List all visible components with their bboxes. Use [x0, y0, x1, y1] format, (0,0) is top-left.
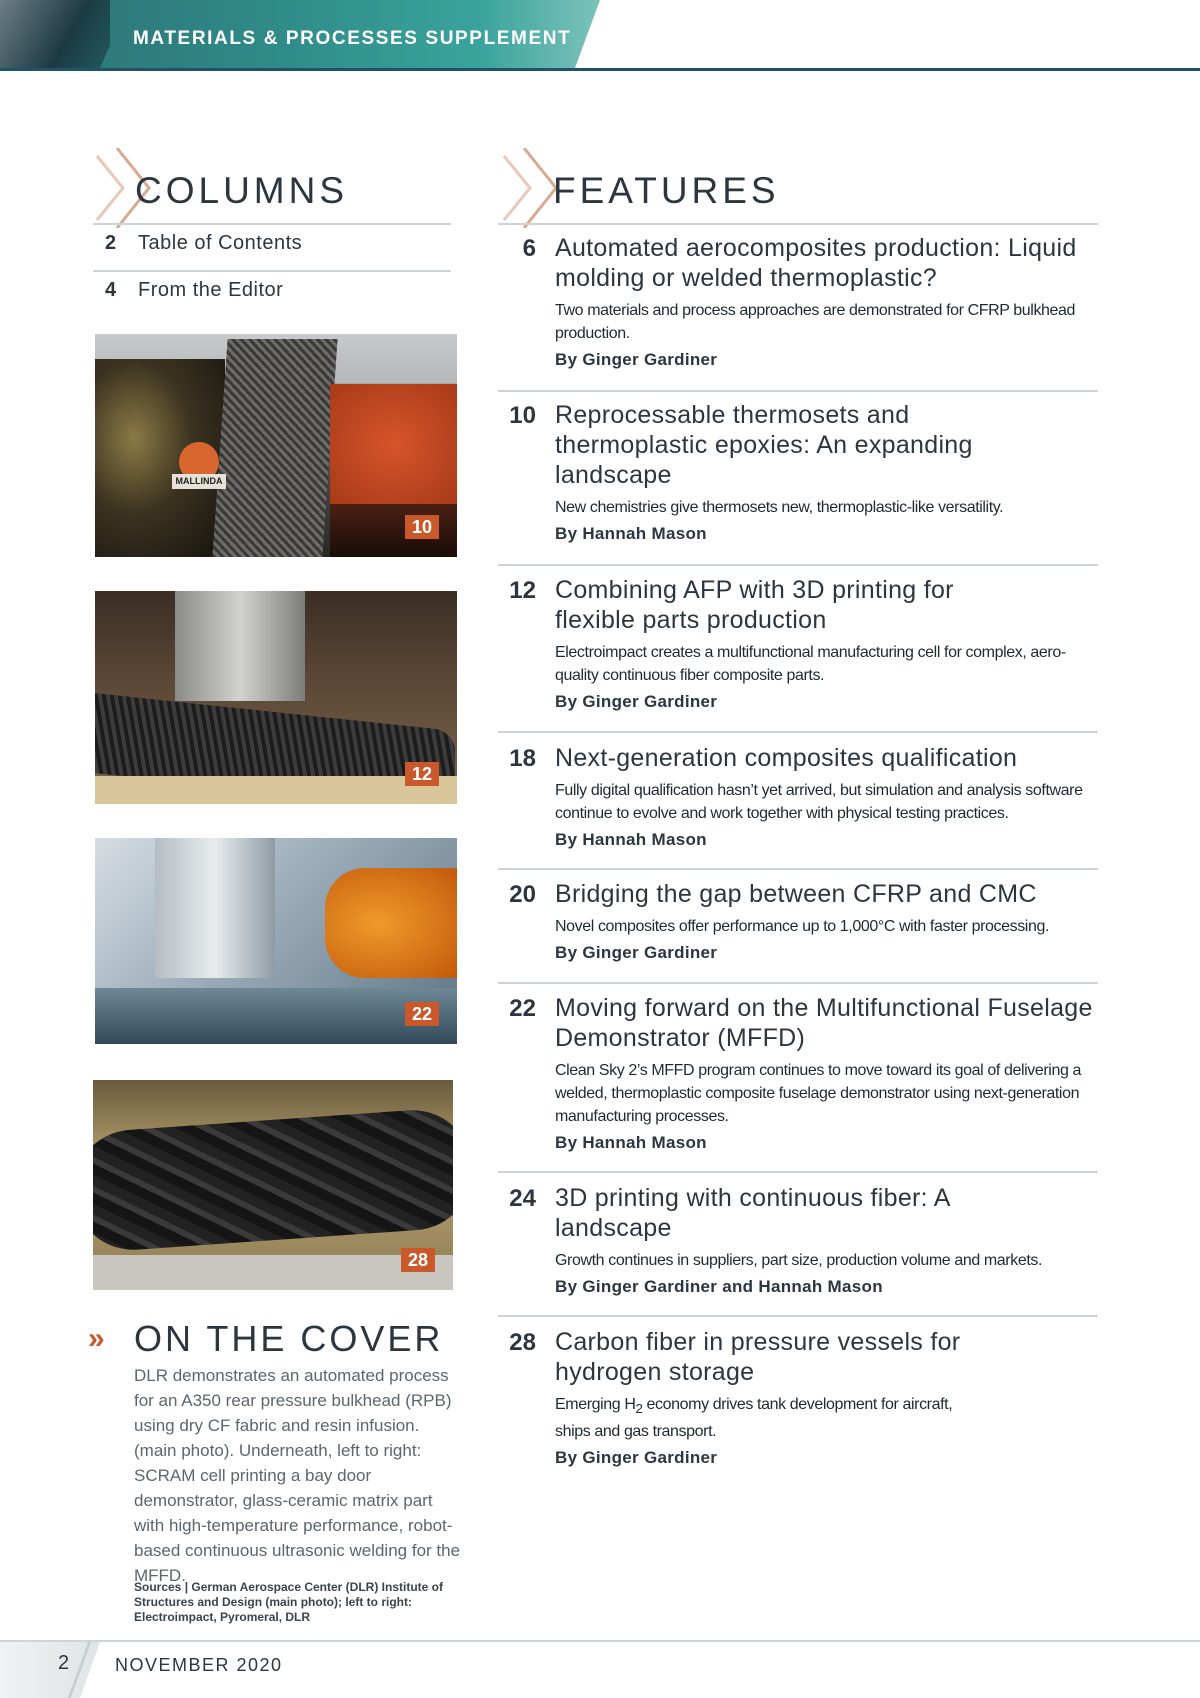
feature-page-number: 20 [509, 881, 536, 908]
divider [498, 868, 1098, 870]
feature-description: Novel composites offer performance up to 1,000°C with faster processing. [555, 918, 1050, 935]
orange-robot-arm [325, 868, 457, 978]
feature-page-number: 10 [509, 402, 536, 429]
photo-welding-robot [95, 838, 457, 1044]
divider [498, 223, 1098, 225]
column-item-from-the-editor[interactable] [105, 279, 283, 302]
column-item-number: 2 [105, 232, 117, 254]
page-badge: 10 [405, 515, 439, 539]
issue-date: NOVEMBER 2020 [115, 1655, 283, 1675]
columns-title: COLUMNS [135, 170, 349, 211]
double-chevron-icon: » [88, 1322, 105, 1355]
photo-composite-samples [95, 334, 457, 557]
sample-orange-panel [330, 384, 457, 504]
page-number: 2 [58, 1652, 70, 1674]
banner-dark-corner [0, 0, 110, 68]
desc-text: Emerging H [555, 1396, 636, 1413]
column-item-label: Table of Contents [138, 232, 303, 254]
afp-head [175, 591, 305, 701]
divider [498, 390, 1098, 392]
feature-description: Electroimpact creates a multifunctional manufacturing cell for complex, aero-quality continuous fiber composite parts. [555, 644, 1066, 684]
supplement-title: MATERIALS & PROCESSES SUPPLEMENT [133, 28, 572, 49]
page-badge: 12 [405, 762, 439, 786]
divider [93, 270, 451, 272]
features-title: FEATURES [553, 170, 780, 211]
feature-title: Combining AFP with 3D printing for flexible parts production [555, 576, 954, 634]
column-item-number: 4 [105, 279, 117, 301]
welding-head [155, 838, 275, 978]
cover-title: ON THE COVER [134, 1318, 444, 1359]
features-header [500, 148, 1100, 218]
feature-page-number: 22 [509, 995, 536, 1022]
feature-page-number: 28 [509, 1329, 536, 1356]
fuselage-skin [95, 988, 457, 1044]
page-badge: 22 [405, 1002, 439, 1026]
photo-afp-printing [95, 591, 457, 804]
footer-divider [0, 1640, 1200, 1642]
wood-base [95, 776, 457, 804]
divider [498, 1171, 1098, 1173]
feature-description [555, 1393, 975, 1443]
divider [498, 564, 1098, 566]
feature-description: Fully digital qualification hasn’t yet arrived, but simulation and analysis software continue to evolve and work together with physical testing practices. [555, 782, 1083, 822]
desc-text: economy drives tank development for aircraft, ships and gas transport. [555, 1396, 953, 1441]
divider [93, 223, 451, 225]
feature-byline: By Hannah Mason [555, 524, 707, 543]
feature-title: Reprocessable thermosets and thermoplastic epoxies: An expanding landscape [555, 401, 973, 489]
mallinda-logo-label: MALLINDA [172, 474, 226, 489]
column-item-label: From the Editor [138, 279, 284, 301]
feature-title: Bridging the gap between CFRP and CMC [555, 880, 1037, 908]
divider [498, 982, 1098, 984]
feature-byline: By Ginger Gardiner [555, 943, 718, 962]
feature-title: Moving forward on the Multifunctional Fuselage Demonstrator (MFFD) [555, 994, 1093, 1052]
feature-title: 3D printing with continuous fiber: A landscape [555, 1184, 950, 1242]
carbon-tank [93, 1106, 453, 1254]
feature-page-number: 12 [509, 577, 536, 604]
sample-woven-fabric [212, 339, 337, 557]
feature-byline: By Hannah Mason [555, 1133, 707, 1152]
cover-sources: Sources | German Aerospace Center (DLR) Institute of Structures and Design (main photo); left to right: Electroimpact, Pyromeral, DLR [134, 1580, 443, 1624]
photo-pressure-vessel [93, 1080, 453, 1290]
banner-underline [0, 68, 1200, 71]
page-badge: 28 [401, 1248, 435, 1272]
feature-page-number: 6 [522, 235, 536, 262]
column-item-table-of-contents[interactable] [105, 232, 302, 255]
divider [498, 1315, 1098, 1317]
feature-description: Two materials and process approaches are demonstrated for CFRP bulkhead production. [555, 302, 1076, 342]
desc-subscript: 2 [635, 1401, 643, 1417]
feature-title: Automated aerocomposites production: Liquid molding or welded thermoplastic? [555, 234, 1077, 292]
feature-byline: By Hannah Mason [555, 830, 707, 849]
feature-description: New chemistries give thermosets new, thermoplastic-like versatility. [555, 499, 1004, 516]
cover-description: DLR demonstrates an automated process for an A350 rear pressure bulkhead (RPB) using dry CF fabric and resin infusion. (main photo). Underneath, left to right: SCRAM cell printing a bay door demonstrator, glass-ceramic matrix part with high-temperature performance, robot-based continuous ultrasonic welding for the MFFD. [134, 1366, 461, 1585]
header-banner [0, 0, 1200, 72]
feature-byline: By Ginger Gardiner and Hannah Mason [555, 1277, 883, 1296]
feature-page-number: 24 [509, 1185, 536, 1212]
feature-description: Growth continues in suppliers, part size, production volume and markets. [555, 1252, 1043, 1269]
table-surface [93, 1255, 453, 1290]
divider [498, 731, 1098, 733]
feature-byline: By Ginger Gardiner [555, 692, 718, 711]
feature-title: Carbon fiber in pressure vessels for hydrogen storage [555, 1328, 961, 1386]
columns-header [93, 148, 453, 218]
feature-page-number: 18 [509, 745, 536, 772]
feature-byline: By Ginger Gardiner [555, 350, 718, 369]
feature-title: Next-generation composites qualification [555, 744, 1018, 772]
feature-byline: By Ginger Gardiner [555, 1448, 718, 1468]
feature-description: Clean Sky 2’s MFFD program continues to move toward its goal of delivering a welded, thermoplastic composite fuselage demonstrator using next-generation manufacturing processes. [555, 1062, 1081, 1125]
